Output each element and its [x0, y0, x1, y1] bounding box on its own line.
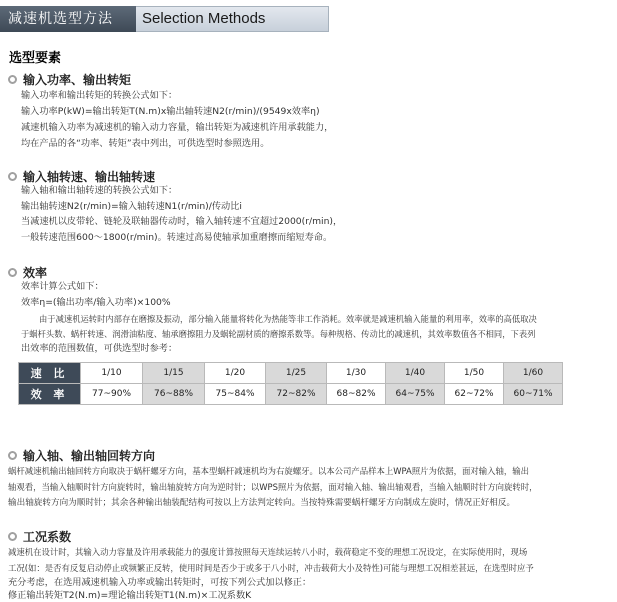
text-line: 效率计算公式如下：	[21, 281, 104, 292]
header-banner	[0, 6, 329, 32]
section-title-rotation	[8, 447, 155, 464]
formula-line: 修正输出转矩T2(N.m)=理论输出转矩T1(N.m)×工况系数K	[8, 590, 252, 601]
ratio-cell: 1/25	[266, 363, 327, 384]
section-title-text: 输入功率、输出转矩	[23, 73, 132, 87]
section-title-text: 输入轴、输出轴回转方向	[23, 449, 156, 463]
page-title: 选型要素	[9, 51, 62, 66]
circle-bullet-icon	[8, 532, 17, 541]
circle-bullet-icon	[8, 75, 17, 84]
text-line: 输入功率和输出转矩的转换公式如下：	[21, 90, 178, 101]
efficiency-cell: 64~75%	[386, 384, 445, 405]
formula-line: 输入功率P(kW)=输出转矩T(N.m)x输出轴转速N2(r/min)/(9549x效率η)	[21, 106, 320, 117]
circle-bullet-icon	[8, 172, 17, 181]
section-title-text: 输入轴转速、输出轴转速	[23, 170, 156, 184]
ratio-cell: 1/60	[504, 363, 563, 384]
efficiency-cell: 77~90%	[81, 384, 143, 405]
text-line: 减速机在设计时，其输入动力容量及许用承载能力的强度计算按照每天连续运转八小时，载荷稳定不变的理想工况设定，在实际使用时，现场	[8, 547, 528, 557]
efficiency-cell: 76~88%	[143, 384, 205, 405]
ratio-cell: 1/15	[143, 363, 205, 384]
ratio-cell: 1/10	[81, 363, 143, 384]
text-line: 一般转速范围600～1800(r/min)。转速过高易使轴承加重磨擦而缩短寿命。	[21, 232, 333, 243]
formula-line: 输出轴转速N2(r/min)=输入轴转速N1(r/min)/传动比i	[21, 201, 242, 212]
section-title-power-torque	[8, 71, 131, 88]
ratio-row	[19, 363, 563, 384]
text-line: 均在产品的各“功率、转矩”表中列出，可供选型时参照选用。	[21, 138, 270, 149]
section-title-speed	[8, 168, 155, 185]
header-title-en: Selection Methods	[136, 6, 329, 32]
efficiency-row	[19, 384, 563, 405]
text-line: 输出轴旋转方向为顺时针；其余各种输出轴装配结构可按以上方法判定转向。当按特殊需要蜗杆螺牙方向制成左旋时，情况正好相反。	[8, 498, 516, 508]
text-line: 输入轴和输出轴转速的转换公式如下：	[21, 185, 178, 196]
ratio-cell: 1/20	[205, 363, 266, 384]
circle-bullet-icon	[8, 451, 17, 460]
header-title-cn: 减速机选型方法	[0, 6, 136, 32]
text-line: 当减速机以皮带轮、链轮及联轴器传动时，输入轴转速不宜超过2000(r/min)，	[21, 216, 343, 227]
section-title-efficiency	[8, 264, 47, 281]
section-title-text: 效率	[23, 266, 48, 280]
section-title-text: 工况系数	[23, 530, 72, 544]
efficiency-cell: 62~72%	[445, 384, 504, 405]
efficiency-cell: 72~82%	[266, 384, 327, 405]
text-line: 工况(如：是否有反复启动停止或频繁正反转，使用时间是否少于或多于八小时，冲击载荷大小及特性)可能与理想工况相差甚远，在选型时应予	[8, 563, 534, 573]
efficiency-cell: 68~82%	[327, 384, 386, 405]
text-line: 减速机输入功率为减速机的输入动力容量，输出转矩为减速机许用承载能力，	[21, 122, 334, 133]
efficiency-cell: 60~71%	[504, 384, 563, 405]
circle-bullet-icon	[8, 268, 17, 277]
text-line: 由于减速机运转时内部存在磨擦及振动，部分输入能量将转化为热能等非工作消耗。效率就是减速机输入能量的利用率，效率的高低取决	[39, 314, 537, 324]
text-line: 充分考虑，在选用减速机输入功率或输出转矩时，可按下列公式加以修正：	[8, 577, 312, 588]
ratio-header: 速 比	[19, 363, 81, 384]
ratio-cell: 1/50	[445, 363, 504, 384]
text-line: 于蜗杆头数、蜗杆转速、润滑油粘度、轴承磨擦阻力及蜗轮副材质的磨擦系数等。每种规格、传动比的减速机，其效率数值各不相同，下表列	[21, 329, 536, 339]
section-title-service-factor	[8, 528, 71, 545]
ratio-cell: 1/30	[327, 363, 386, 384]
text-line: 蜗杆减速机输出轴回转方向取决于蜗杆螺牙方向，基本型蜗杆减速机均为右旋螺牙。以本公司产品样本上WPA照片为依据，面对输入轴，输出	[8, 466, 530, 476]
efficiency-table	[18, 362, 563, 405]
efficiency-cell: 75~84%	[205, 384, 266, 405]
efficiency-header: 效 率	[19, 384, 81, 405]
text-line: 轴观看，当输入轴顺时针方向旋转时，输出轴旋转方向为逆时针；以WPS照片为依据，面对输入轴、输出轴观看，当输入轴顺时针方向旋转时，	[8, 482, 538, 492]
ratio-cell: 1/40	[386, 363, 445, 384]
text-line: 出效率的范围数值，可供选型时参考：	[21, 343, 178, 354]
formula-line: 效率η=(输出功率/输入功率)×100%	[21, 297, 171, 308]
